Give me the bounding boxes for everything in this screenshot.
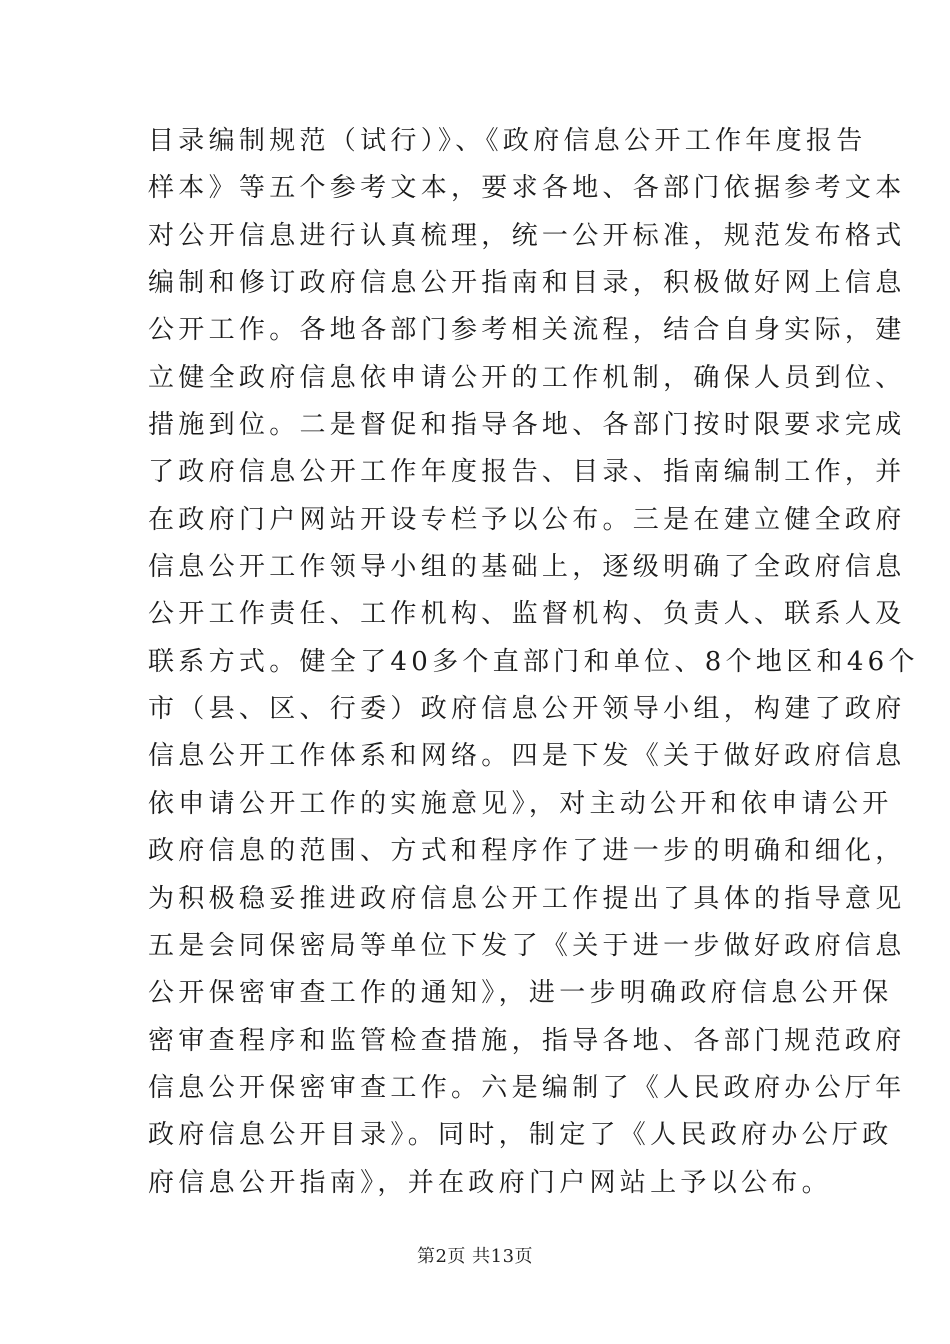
text-line: 立健全政府信息依申请公开的工作机制，确保人员到位、 [148,362,906,393]
text-line: 措施到位。二是督促和指导各地、各部门按时限要求完成 [148,410,906,441]
text-line: 五是会同保密局等单位下发了《关于进一步做好政府信息 [148,930,906,961]
text-line: 信息公开保密审查工作。六是编制了《人民政府办公厅年 [148,1072,906,1103]
text-line: 在政府门户网站开设专栏予以公布。三是在建立健全政府 [148,504,906,535]
text-line: 样本》等五个参考文本，要求各地、各部门依据参考文本 [148,173,906,204]
text-line: 公开保密审查工作的通知》，进一步明确政府信息公开保 [148,978,893,1009]
text-line: 了政府信息公开工作年度报告、目录、指南编制工作，并 [148,457,906,488]
text-line: 公开工作。各地各部门参考相关流程，结合自身实际，建 [148,315,906,346]
text-line: 依申请公开工作的实施意见》，对主动公开和依申请公开 [148,788,893,819]
text-line: 编制和修订政府信息公开指南和目录，积极做好网上信息 [148,268,906,299]
body-text [148,118,919,1207]
text-line: 政府信息公开目录》。同时，制定了《人民政府办公厅政 [148,1120,893,1151]
text-line: 政府信息的范围、方式和程序作了进一步的明确和细化， [148,836,906,867]
text-line: 密审查程序和监管检查措施，指导各地、各部门规范政府 [148,1025,906,1056]
text-line: 为积极稳妥推进政府信息公开工作提出了具体的指导意见 [148,883,906,914]
text-line: 对公开信息进行认真梳理，统一公开标准，规范发布格式 [148,220,906,251]
text-line: 联系方式。健全了40多个直部门和单位、8个地区和46个 [148,646,919,677]
text-line: 市（县、区、行委）政府信息公开领导小组，构建了政府 [148,694,906,725]
text-line: 府信息公开指南》，并在政府门户网站上予以公布。 [148,1167,832,1198]
text-line: 目录编制规范（试行）》、《政府信息公开工作年度报告 [148,126,867,156]
page-footer: 第2页 共13页 [416,1246,534,1267]
text-line: 信息公开工作体系和网络。四是下发《关于做好政府信息 [148,741,906,772]
text-line: 信息公开工作领导小组的基础上，逐级明确了全政府信息 [148,552,906,583]
text-line: 公开工作责任、工作机构、监督机构、负责人、联系人及 [148,599,906,630]
